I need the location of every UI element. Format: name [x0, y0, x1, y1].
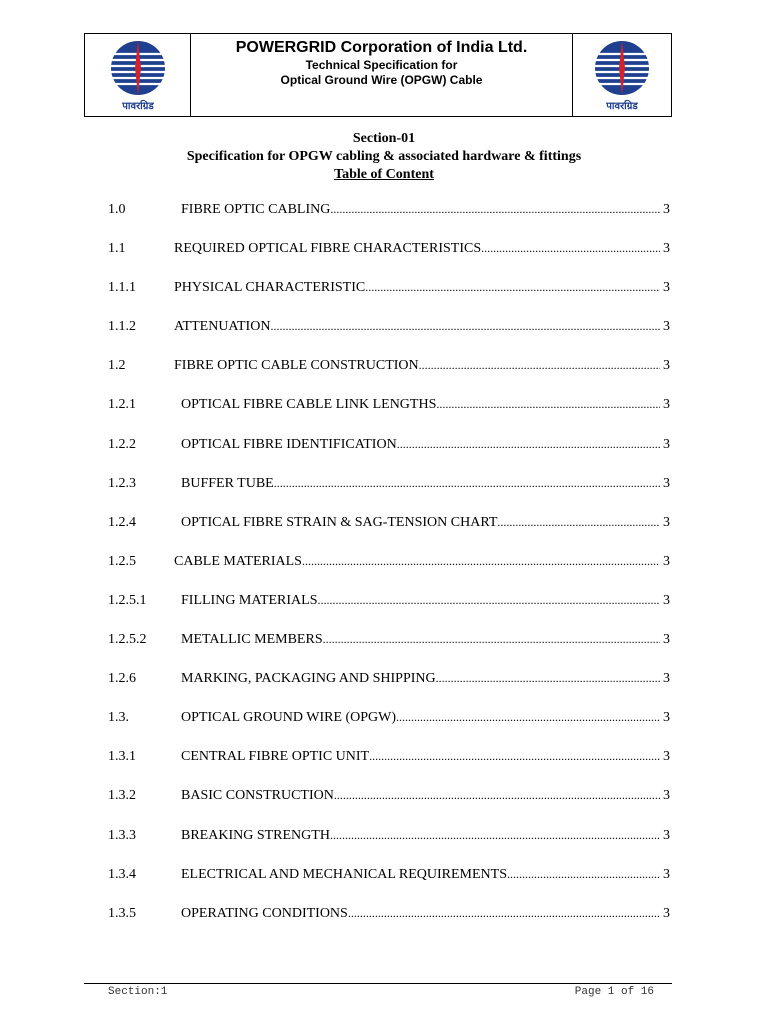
toc-entry-page: 3 [663, 241, 670, 257]
toc-leader-dots [330, 828, 660, 843]
section-heading [0, 130, 768, 184]
toc-entry-title[interactable]: OPTICAL FIBRE CABLE LINK LENGTHS [181, 397, 437, 413]
toc-entry-title[interactable]: BASIC CONSTRUCTION [181, 788, 334, 804]
header-title-block [191, 34, 572, 116]
toc-entry[interactable] [108, 630, 670, 669]
toc-entry-page: 3 [663, 397, 670, 413]
toc-entry-page: 3 [663, 358, 670, 374]
toc-entry-title[interactable]: BREAKING STRENGTH [181, 827, 330, 843]
toc-entry-title[interactable]: OPTICAL GROUND WIRE (OPGW) [181, 710, 397, 726]
toc-entry-number: 1.2.6 [108, 671, 136, 687]
toc-leader-dots [318, 593, 661, 608]
toc-entry[interactable] [108, 474, 670, 513]
spec-subtitle-1: Technical Specification for [305, 58, 458, 72]
logo-left [85, 34, 191, 116]
page-footer [108, 986, 654, 998]
toc-entry-number: 1.2.3 [108, 475, 136, 491]
footer-page-number: Page 1 of 16 [574, 986, 654, 998]
toc-entry-number: 1.3.5 [108, 905, 136, 921]
toc-entry-number: 1.1.1 [108, 280, 136, 296]
toc-entry[interactable] [108, 395, 670, 434]
toc-entry[interactable] [108, 278, 670, 317]
toc-entry[interactable] [108, 865, 670, 904]
toc-entry[interactable] [108, 435, 670, 474]
toc-entry-title[interactable]: ELECTRICAL AND MECHANICAL REQUIREMENTS [181, 866, 508, 882]
toc-entry-title[interactable]: METALLIC MEMBERS [181, 632, 323, 648]
toc-leader-dots [481, 241, 660, 256]
toc-entry-number: 1.3.2 [108, 788, 136, 804]
toc-entry-title[interactable]: OPERATING CONDITIONS [181, 905, 348, 921]
toc-leader-dots [323, 632, 660, 647]
toc-entry-number: 1.1.2 [108, 319, 136, 335]
toc-entry-page: 3 [663, 319, 670, 335]
logo-right [572, 34, 671, 116]
spec-subtitle-2: Optical Ground Wire (OPGW) Cable [280, 73, 483, 87]
toc-entry-number: 1.3.3 [108, 827, 136, 843]
section-title: Specification for OPGW cabling & associated hardware & fittings [186, 149, 582, 164]
toc-entry-title[interactable]: ATTENUATION [174, 319, 271, 335]
document-header [84, 33, 672, 117]
toc-entry[interactable] [108, 239, 670, 278]
toc-leader-dots [365, 280, 660, 295]
toc-entry-number: 1.2.5.1 [108, 592, 147, 608]
toc-entry-page: 3 [663, 749, 670, 765]
toc-leader-dots [274, 476, 660, 491]
toc-entry[interactable] [108, 356, 670, 395]
toc-entry-number: 1.2.5 [108, 553, 136, 569]
footer-section: Section:1 [108, 986, 168, 998]
toc-entry-page: 3 [663, 280, 670, 296]
toc-entry-page: 3 [663, 632, 670, 648]
toc-entry-number: 1.3.4 [108, 866, 136, 882]
toc-entry-number: 1.0 [108, 202, 126, 217]
toc-entry-title[interactable]: PHYSICAL CHARACTERISTIC [174, 280, 366, 296]
toc-entry[interactable] [108, 904, 670, 943]
toc-entry-title[interactable]: REQUIRED OPTICAL FIBRE CHARACTERISTICS [174, 241, 482, 257]
toc-entry-page: 3 [663, 866, 670, 882]
toc-entry-number: 1.2.2 [108, 436, 136, 452]
toc-entry-page: 3 [663, 514, 670, 530]
toc-entry-title[interactable]: CENTRAL FIBRE OPTIC UNIT [181, 749, 370, 765]
toc-entry-title[interactable]: OPTICAL FIBRE IDENTIFICATION [181, 436, 397, 452]
toc-entry-title[interactable]: MARKING, PACKAGING AND SHIPPING [181, 671, 436, 687]
toc-entry-page: 3 [663, 710, 670, 726]
logo-text: पावरग्रिड [606, 101, 638, 112]
footer-divider [84, 983, 672, 984]
toc-entry[interactable] [108, 786, 670, 825]
toc-leader-dots [270, 319, 660, 334]
toc-leader-dots [369, 749, 660, 764]
toc-entry-page: 3 [663, 827, 670, 843]
toc-heading: Table of Content [334, 167, 434, 182]
toc-leader-dots [497, 515, 660, 530]
toc-entry-number: 1.3.1 [108, 749, 136, 765]
toc-leader-dots [436, 671, 660, 686]
toc-leader-dots [396, 710, 660, 725]
toc-entry-page: 3 [663, 905, 670, 921]
toc-leader-dots [330, 202, 660, 217]
powergrid-logo [590, 38, 654, 112]
toc-leader-dots [348, 906, 660, 921]
toc-entry-title[interactable]: FILLING MATERIALS [181, 592, 318, 608]
toc-entry-page: 3 [663, 436, 670, 452]
powergrid-logo [106, 38, 170, 112]
toc-entry-title[interactable]: CABLE MATERIALS [174, 553, 302, 569]
toc-entry[interactable] [108, 200, 670, 239]
toc-leader-dots [397, 437, 660, 452]
toc-entry-number: 1.2.4 [108, 514, 136, 530]
toc-entry-page: 3 [663, 788, 670, 804]
toc-entry-page: 3 [663, 553, 670, 569]
toc-entry-page: 3 [663, 475, 670, 491]
toc-entry-title[interactable]: BUFFER TUBE [181, 475, 274, 491]
section-number: Section-01 [352, 131, 416, 146]
toc-leader-dots [334, 788, 660, 803]
toc-entry-number: 1.2 [108, 358, 126, 374]
toc-entry[interactable] [108, 669, 670, 708]
logo-text: पावरग्रिड [121, 101, 154, 112]
toc-leader-dots [436, 397, 660, 412]
toc-entry-title[interactable]: OPTICAL FIBRE STRAIN & SAG-TENSION CHART [181, 514, 498, 530]
toc-entry[interactable] [108, 708, 670, 747]
toc-entry[interactable] [108, 747, 670, 786]
company-name: POWERGRID Corporation of India Ltd. [235, 39, 528, 56]
toc-leader-dots [302, 554, 660, 569]
toc-entry-number: 1.1 [108, 241, 126, 257]
toc-entry[interactable] [108, 513, 670, 552]
toc-entry[interactable] [108, 317, 670, 356]
toc-entry-page: 3 [663, 592, 670, 608]
toc-entry-page: 3 [663, 671, 670, 687]
toc-entry-number: 1.3. [108, 710, 129, 726]
toc-leader-dots [507, 867, 660, 882]
toc-entry[interactable] [108, 591, 670, 630]
toc-entry-page: 3 [663, 202, 670, 217]
toc-entry[interactable] [108, 826, 670, 865]
table-of-contents [108, 200, 670, 943]
toc-entry-title[interactable]: FIBRE OPTIC CABLING [181, 202, 331, 217]
toc-entry[interactable] [108, 552, 670, 591]
toc-entry-number: 1.2.5.2 [108, 632, 147, 648]
toc-entry-title[interactable]: FIBRE OPTIC CABLE CONSTRUCTION [174, 358, 419, 374]
toc-leader-dots [419, 358, 660, 373]
toc-entry-number: 1.2.1 [108, 397, 136, 413]
